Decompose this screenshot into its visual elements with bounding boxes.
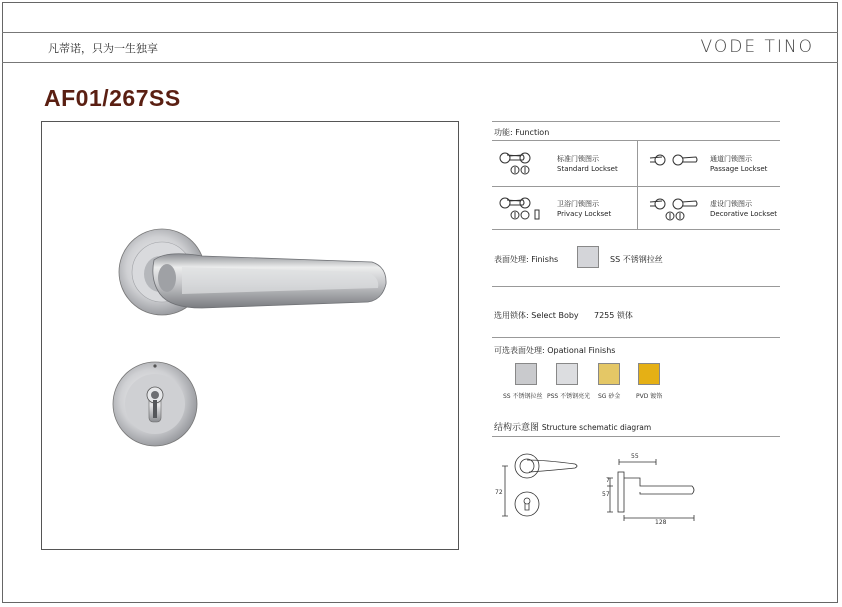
function-middle-rule [492, 186, 780, 187]
finish-swatch [577, 246, 599, 268]
function-header-rule [492, 140, 780, 141]
dim-height: 57 [602, 491, 610, 498]
function-heading: 功能: Function [494, 128, 550, 137]
passage-lockset-en: Passage Lockset [710, 165, 768, 173]
passage-lockset-icon [648, 150, 708, 170]
decorative-lockset-cn: 虚设门锁图示 [710, 200, 752, 208]
optional-swatch-ss [515, 363, 537, 385]
function-column-divider [637, 140, 638, 229]
structure-rule [492, 436, 780, 437]
function-top-rule [492, 121, 780, 122]
lock-body-label: 选用锁体: Select Boby [494, 311, 579, 320]
optional-swatch-pvd [638, 363, 660, 385]
optional-label-sg: SG 砂金 [598, 393, 621, 400]
dim-width-top: 55 [631, 453, 639, 460]
product-photo [41, 121, 459, 550]
optional-label-pvd: PVD 镀铬 [636, 393, 663, 400]
product-model-title: AF01/267SS [44, 85, 181, 111]
privacy-lockset-cn: 卫浴门锁图示 [557, 200, 599, 208]
brand-slogan: 凡蒂诺，只为一生独享 [48, 42, 158, 55]
lock-body-rule [492, 337, 780, 338]
lever-handle-image [119, 229, 386, 315]
header-top-rule [2, 32, 838, 33]
decorative-lockset-en: Decorative Lockset [710, 210, 778, 218]
finish-value: SS 不锈钢拉丝 [610, 255, 663, 264]
standard-lockset-en: Standard Lockset [557, 165, 618, 173]
dim-offset: 7 [606, 477, 610, 484]
header-bottom-rule [2, 62, 838, 63]
side-view-diagram [604, 456, 704, 526]
finish-rule [492, 286, 780, 287]
structure-title-en: Structure schematic diagram [541, 423, 652, 432]
structure-title [494, 420, 651, 433]
lock-body-value: 7255 锁体 [594, 311, 633, 320]
optional-label-pss: PSS 不锈钢亮光 [547, 393, 591, 400]
brand-logo: VODE TINO [700, 37, 814, 57]
passage-lockset-cn: 通道门锁图示 [710, 155, 752, 163]
dim-length: 128 [655, 519, 667, 526]
standard-lockset-cn: 标准门锁图示 [557, 155, 599, 163]
key-escutcheon-image [113, 362, 197, 446]
finish-label: 表面处理: Finishs [494, 255, 559, 264]
dim-rose-height: 72 [495, 489, 503, 496]
privacy-lockset-icon [495, 193, 555, 223]
function-bottom-rule [492, 229, 780, 230]
decorative-lockset-icon [648, 194, 708, 224]
privacy-lockset-en: Privacy Lockset [557, 210, 612, 218]
optional-swatch-pss [556, 363, 578, 385]
front-view-diagram [495, 446, 595, 526]
standard-lockset-icon [495, 148, 555, 178]
optional-label-ss: SS 不锈钢拉丝 [503, 393, 543, 400]
optional-finishes-heading: 可选表面处理: Opational Finishs [494, 346, 616, 355]
optional-swatch-sg [598, 363, 620, 385]
structure-title-cn: 结构示意图 [494, 423, 540, 433]
